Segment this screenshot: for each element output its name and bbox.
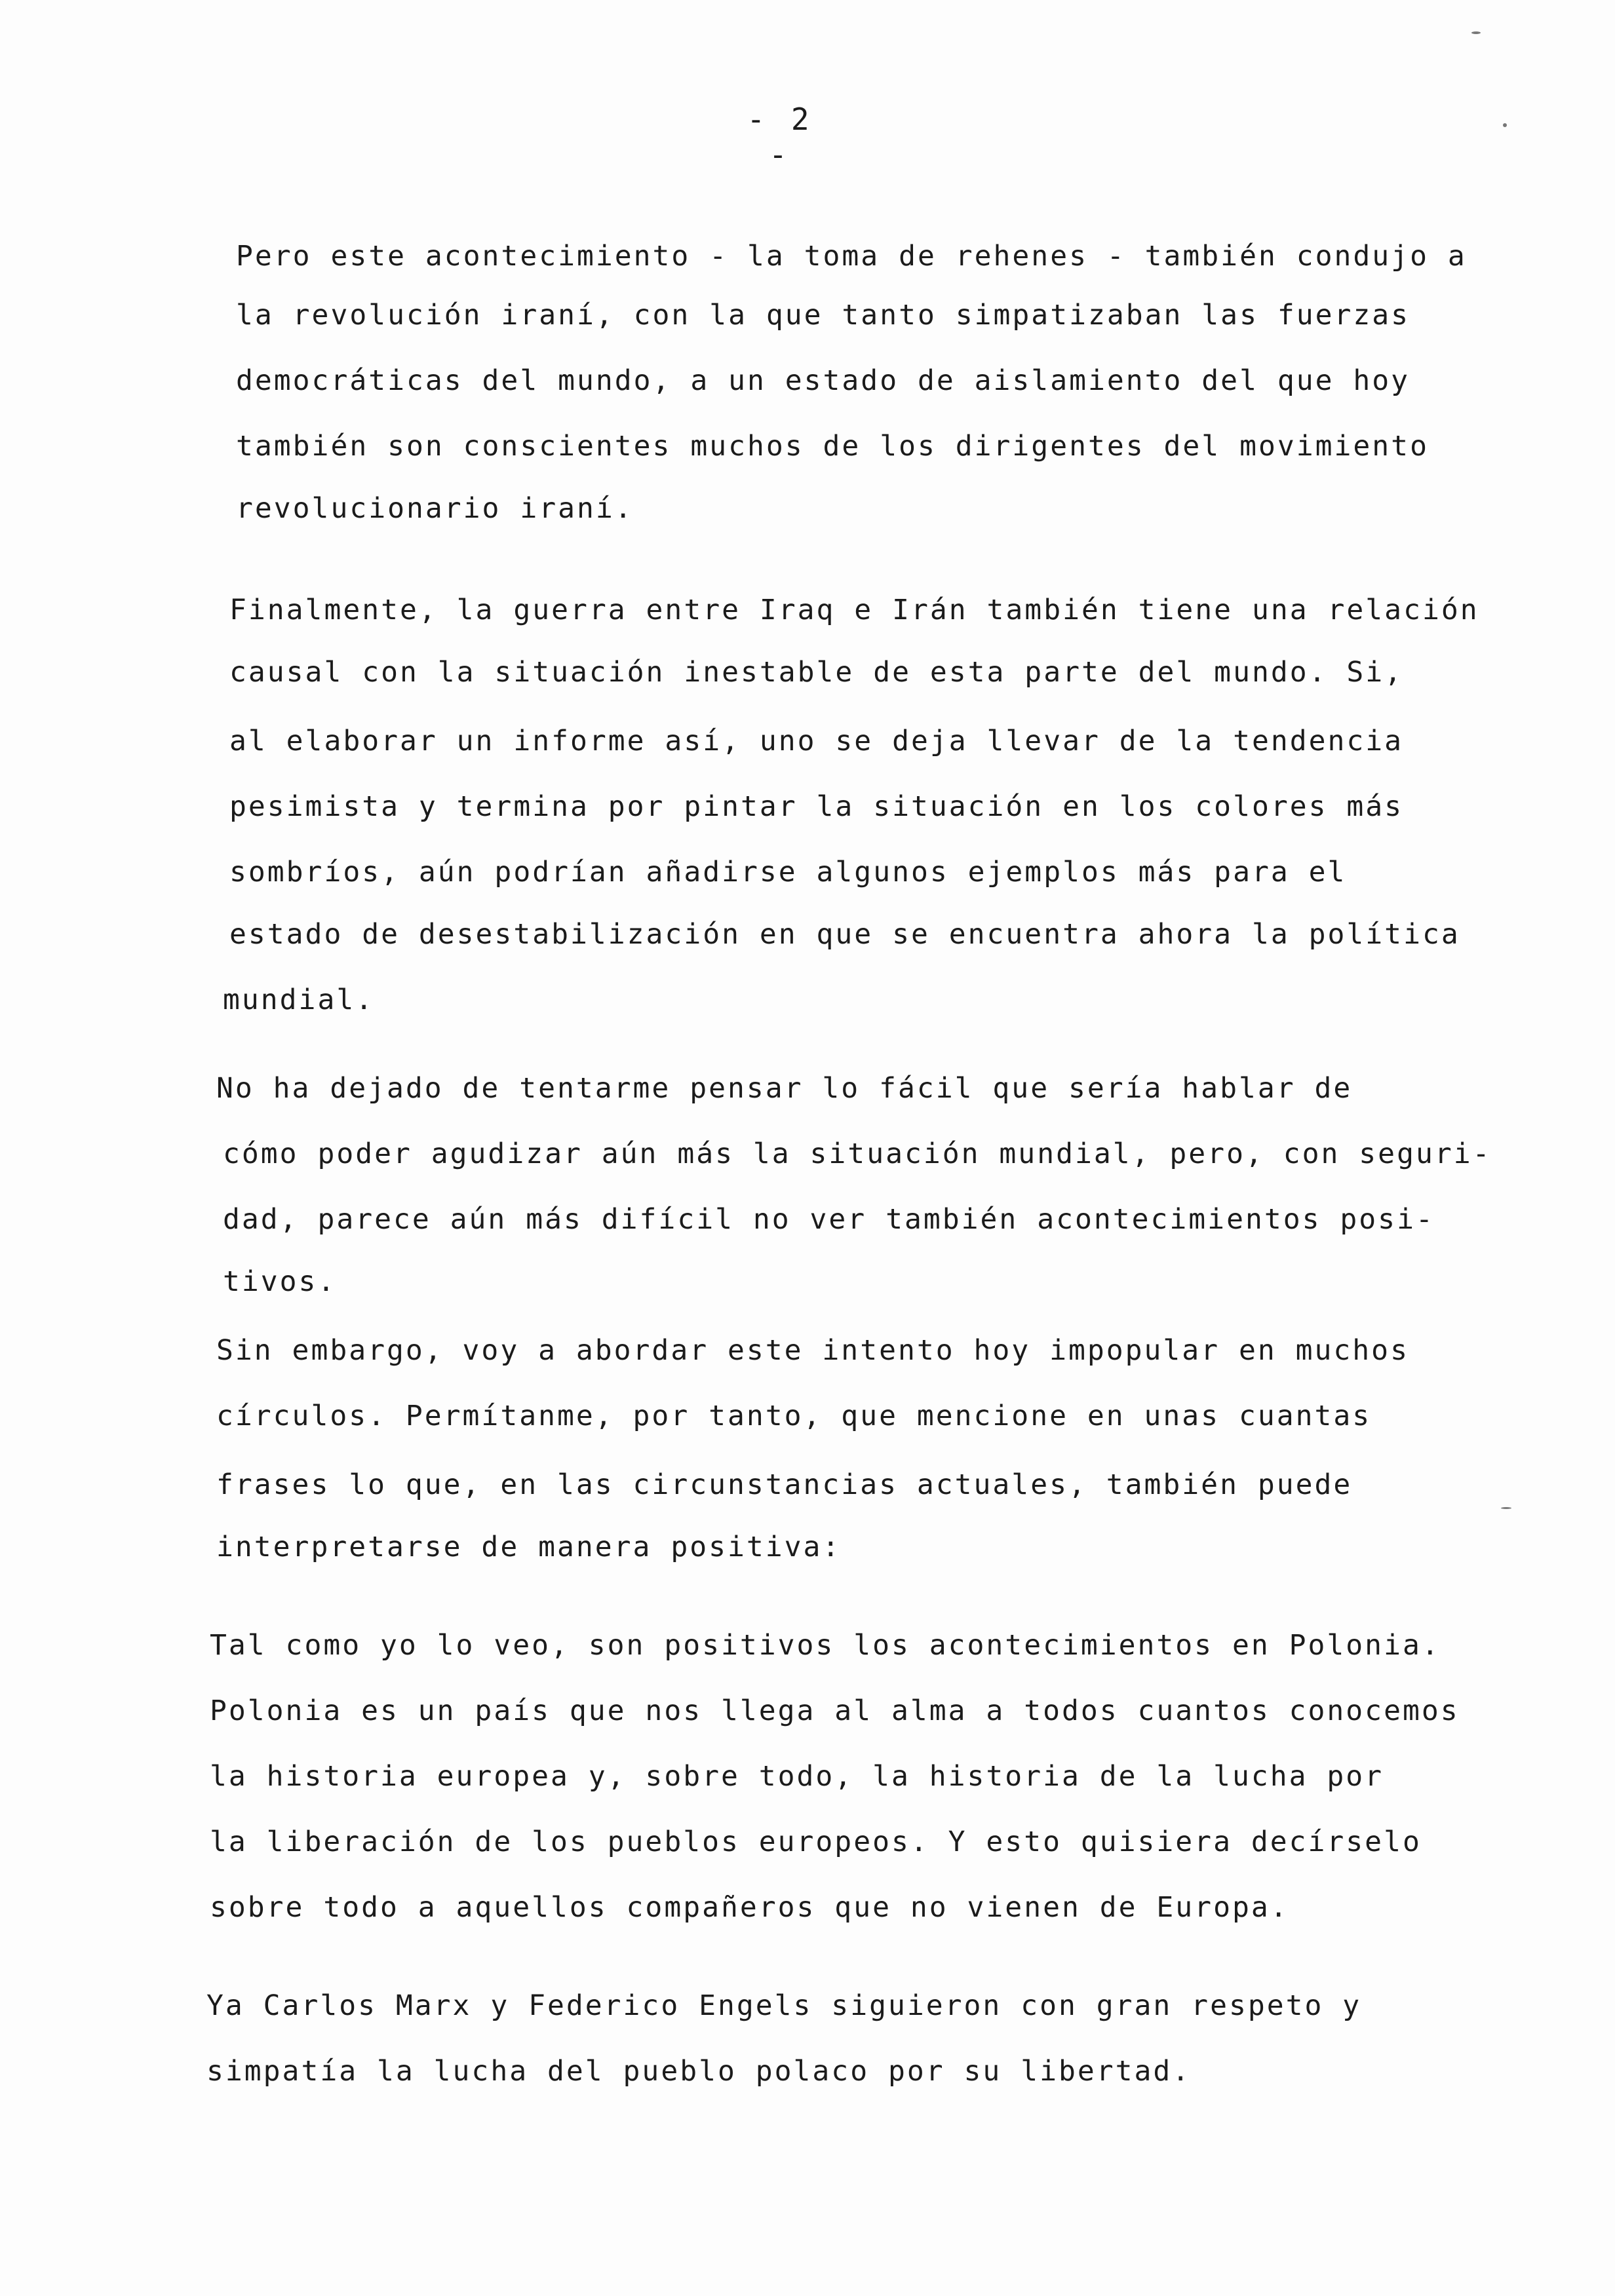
text-line: revolucionario iraní. [236,492,634,525]
text-line: al elaborar un informe así, uno se deja llevar de la tendencia [229,725,1404,757]
text-line: frases lo que, en las circunstancias actuales, también puede [216,1468,1353,1501]
text-line: dad, parece aún más difícil no ver también acontecimientos posi- [223,1203,1435,1236]
text-line: estado de desestabilización en que se encuentra ahora la política [229,918,1460,951]
text-line: interpretarse de manera positiva: [216,1531,842,1563]
text-line: sobre todo a aquellos compañeros que no vienen de Europa. [210,1891,1289,1924]
text-line: tivos. [223,1265,337,1298]
page-number: - 2 - [747,102,813,172]
scan-speck [1501,1507,1511,1509]
text-line: simpatía la lucha del pueblo polaco por su libertad. [206,2055,1192,2088]
text-line: mundial. [223,984,375,1016]
text-line: Pero este acontecimiento - la toma de rehenes - también condujo a [236,240,1467,273]
text-line: la historia europea y, sobre todo, la historia de la lucha por [210,1760,1384,1793]
text-line: Sin embargo, voy a abordar este intento hoy impopular en muchos [216,1334,1409,1367]
text-line: la revolución iraní, con la que tanto simpatizaban las fuerzas [236,299,1411,332]
scan-speck [1471,31,1481,34]
text-line: también son conscientes muchos de los dirigentes del movimiento [236,430,1429,463]
scan-speck [1503,123,1507,127]
text-line: Tal como yo lo veo, son positivos los acontecimientos en Polonia. [210,1629,1441,1662]
text-line: cómo poder agudizar aún más la situación mundial, pero, con seguri- [223,1138,1492,1170]
text-line: Ya Carlos Marx y Federico Engels siguieron con gran respeto y [206,1989,1362,2022]
text-line: círculos. Permítanme, por tanto, que mencione en unas cuantas [216,1400,1372,1432]
text-line: Finalmente, la guerra entre Iraq e Irán también tiene una relación [229,594,1479,626]
text-line: democráticas del mundo, a un estado de aislamiento del que hoy [236,364,1411,397]
text-line: No ha dejado de tentarme pensar lo fácil que sería hablar de [216,1072,1353,1105]
text-line: pesimista y termina por pintar la situación en los colores más [229,790,1404,823]
text-line: causal con la situación inestable de esta parte del mundo. Si, [229,656,1404,689]
text-line: sombríos, aún podrían añadirse algunos ejemplos más para el [229,856,1347,889]
text-line: Polonia es un país que nos llega al alma a todos cuantos conocemos [210,1694,1460,1727]
text-line: la liberación de los pueblos europeos. Y esto quisiera decírselo [210,1826,1422,1858]
